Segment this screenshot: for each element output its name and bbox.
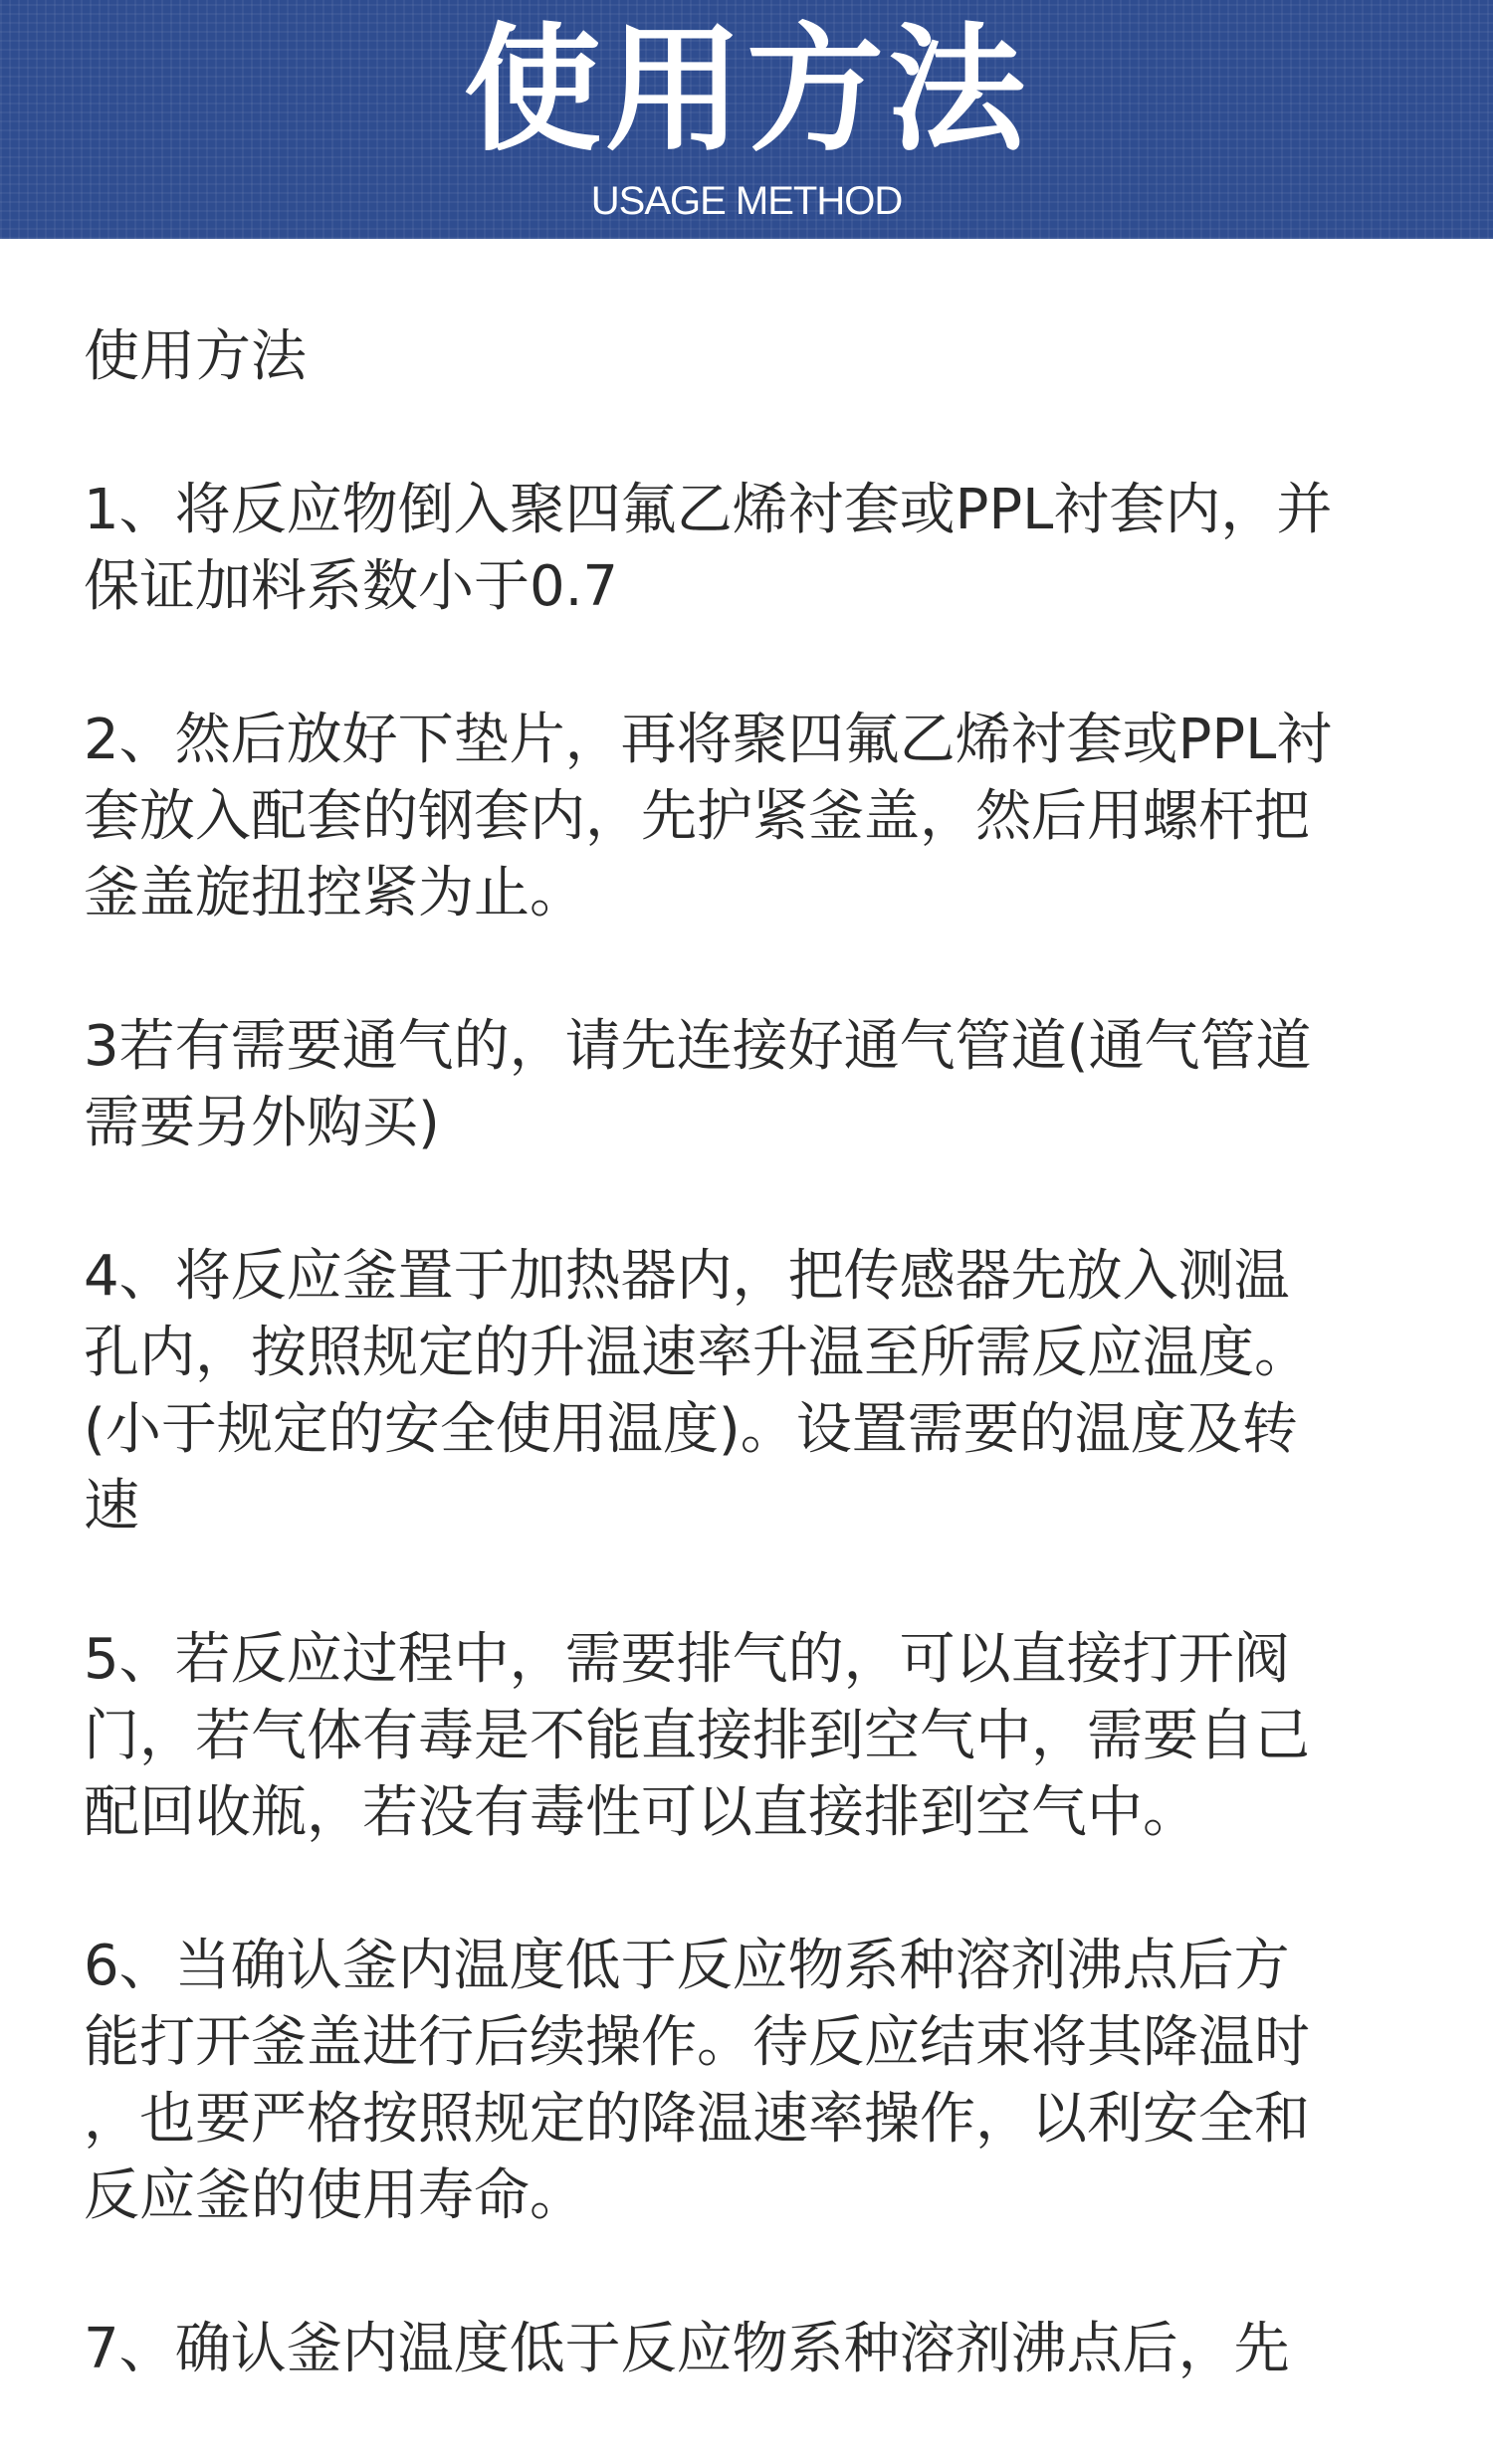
page-subtitle: USAGE METHOD: [590, 179, 903, 223]
step-7: 7、确认釜内温度低于反应物系种溶剂沸点后，先: [84, 2317, 1290, 2381]
step-5: 5、若反应过程中，需要排气的，可以直接打开阀 门，若气体有毒是不能直接排到空气中，需要自己 配回收瓶，若没有毒性可以直接排到空气中。: [84, 1627, 1310, 1845]
step-4: 4、将反应釜置于加热器内，把传感器先放入测温 孔内，按照规定的升温速率升温至所需反应温度。 (小于规定的安全使用温度)。设置需要的温度及转 速: [84, 1244, 1310, 1539]
usage-content: [84, 318, 1417, 2464]
step-2: 2、然后放好下垫片，再将聚四氟乙烯衬套或PPL衬 套放入配套的钢套内，先护紧釜盖，然后用螺杆把 釜盖旋扭控紧为止。: [84, 708, 1333, 925]
section-heading: 使用方法: [84, 324, 307, 389]
step-1: 1、将反应物倒入聚四氟乙烯衬套或PPL衬套内，并 保证加料系数小于0.7: [84, 478, 1333, 619]
header-banner: [0, 0, 1493, 239]
step-3: 3若有需要通气的，请先连接好通气管道(通气管道 需要另外购买): [84, 1014, 1312, 1155]
page-title: 使用方法: [463, 10, 1029, 170]
step-6: 6、当确认釜内温度低于反应物系种溶剂沸点后方 能打开釜盖进行后续操作。待反应结束将其降温时 ，也要严格按照规定的降温速率操作，以利安全和 反应釜的使用寿命。: [84, 1934, 1310, 2228]
